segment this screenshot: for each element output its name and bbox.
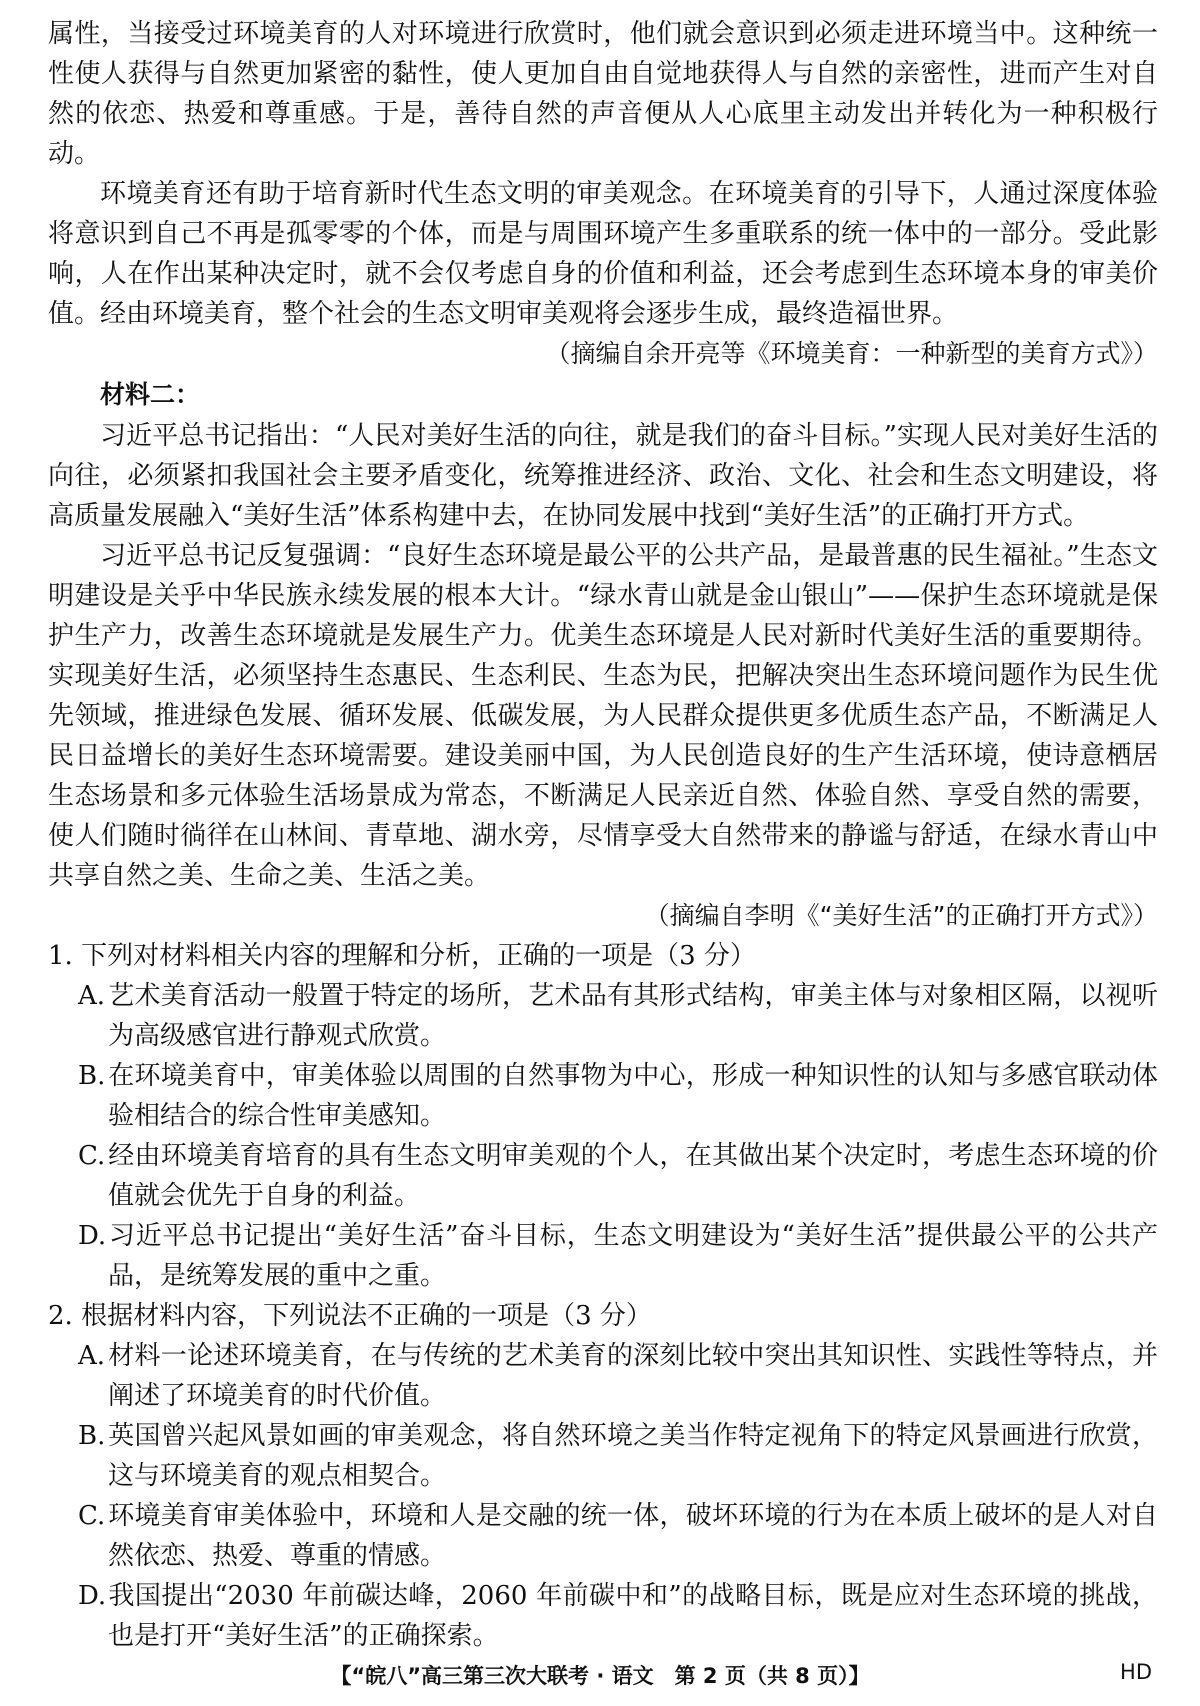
- option-text: 在环境美育中，审美体验以周围的自然事物为中心，形成一种知识性的认知与多感官联动体验相结合的综合性审美感知。: [108, 1061, 1158, 1131]
- page-footer: [0, 1656, 1200, 1692]
- question-2-option-d: [78, 1576, 1158, 1656]
- option-text: 经由环境美育培育的具有生态文明审美观的个人，在其做出某个决定时，考虑生态环境的价值就会优先于自身的利益。: [108, 1141, 1158, 1211]
- document-page: [48, 14, 1158, 1656]
- question-1-option-d: [78, 1216, 1158, 1296]
- question-2-option-b: [78, 1416, 1158, 1496]
- footer-exam-info: 【“皖八”高三第三次大联考 · 语文 第 2 页（共 8 页）】: [330, 1664, 870, 1688]
- footer-code: HD: [1120, 1660, 1152, 1684]
- option-text: 材料一论述环境美育，在与传统的艺术美育的深刻比较中突出其知识性、实践性等特点，并阐述了环境美育的时代价值。: [108, 1341, 1158, 1411]
- material-two-heading: 材料二：: [100, 380, 201, 409]
- question-1-option-c: [78, 1136, 1158, 1216]
- option-letter: A.: [78, 981, 106, 1011]
- option-letter: B.: [78, 1421, 106, 1451]
- question-2-stem: 2. 根据材料内容，下列说法不正确的一项是（3 分）: [48, 1301, 652, 1331]
- option-letter: B.: [78, 1061, 106, 1091]
- option-text: 习近平总书记提出“美好生活”奋斗目标，生态文明建设为“美好生活”提供最公平的公共产品，是统筹发展的重中之重。: [108, 1221, 1158, 1291]
- question-1-option-b: [78, 1056, 1158, 1136]
- question-2-option-c: [78, 1496, 1158, 1576]
- option-letter: C.: [78, 1501, 106, 1531]
- option-text: 英国曾兴起风景如画的审美观念，将自然环境之美当作特定视角下的特定风景画进行欣赏，这与环境美育的观点相契合。: [108, 1421, 1158, 1491]
- option-letter: C.: [78, 1141, 106, 1171]
- material-one-paragraph-continued: 属性，当接受过环境美育的人对环境进行欣赏时，他们就会意识到必须走进环境当中。这种统一性使人获得与自然更加紧密的黏性，使人更加自由自觉地获得人与自然的亲密性，进而产生对自然的依恋、热爱和尊重感。于是，善待自然的声音便从人心底里主动发出并转化为一种积极行动。: [48, 19, 1158, 169]
- option-text: 艺术美育活动一般置于特定的场所，艺术品有其形式结构，审美主体与对象相区隔，以视听为高级感官进行静观式欣赏。: [108, 981, 1158, 1051]
- option-text: 环境美育审美体验中，环境和人是交融的统一体，破坏环境的行为在本质上破坏的是人对自然依恋、热爱、尊重的情感。: [108, 1501, 1158, 1571]
- material-one-source: （摘编自余开亮等《环境美育：一种新型的美育方式》）: [545, 339, 1158, 368]
- question-2-option-a: [78, 1336, 1158, 1416]
- option-letter: A.: [78, 1341, 106, 1371]
- material-one-paragraph-aesthetics: 环境美育还有助于培育新时代生态文明的审美观念。在环境美育的引导下，人通过深度体验将意识到自己不再是孤零零的个体，而是与周围环境产生多重联系的统一体中的一部分。受此影响，人在作出某种决定时，就不会仅考虑自身的价值和利益，还会考虑到生态环境本身的审美价值。经由环境美育，整个社会的生态文明审美观将会逐步生成，最终造福世界。: [48, 179, 1158, 329]
- material-two-paragraph-1: 习近平总书记指出：“人民对美好生活的向往，就是我们的奋斗目标。”实现人民对美好生活的向往，必须紧扣我国社会主要矛盾变化，统筹推进经济、政治、文化、社会和生态文明建设，将高质量发展融入“美好生活”体系构建中去，在协同发展中找到“美好生活”的正确打开方式。: [48, 421, 1158, 531]
- question-1-option-a: [78, 976, 1158, 1056]
- material-two-paragraph-2: 习近平总书记反复强调：“良好生态环境是最公平的公共产品，是最普惠的民生福祉。”生态文明建设是关乎中华民族永续发展的根本大计。“绿水青山就是金山银山”——保护生态环境就是保护生产力，改善生态环境就是发展生产力。优美生态环境是人民对新时代美好生活的重要期待。实现美好生活，必须坚持生态惠民、生态利民、生态为民，把解决突出生态环境问题作为民生优先领域，推进绿色发展、循环发展、低碳发展，为人民群众提供更多优质生态产品，不断满足人民日益增长的美好生态环境需要。建设美丽中国，为人民创造良好的生产生活环境，使诗意栖居生态场景和多元体验生活场景成为常态，不断满足人民亲近自然、体验自然、享受自然的需要，使人们随时徜徉在山林间、青草地、湖水旁，尽情享受大自然带来的静谧与舒适，在绿水青山中共享自然之美、生命之美、生活之美。: [48, 541, 1158, 891]
- option-text: 我国提出“2030 年前碳达峰，2060 年前碳中和”的战略目标，既是应对生态环境的挑战，也是打开“美好生活”的正确探索。: [108, 1581, 1158, 1651]
- option-letter: D.: [78, 1221, 107, 1251]
- material-two-source: （摘编自李明《“美好生活”的正确打开方式》）: [644, 901, 1158, 930]
- option-letter: D.: [78, 1581, 107, 1611]
- question-1-stem: 1. 下列对材料相关内容的理解和分析，正确的一项是（3 分）: [48, 941, 756, 971]
